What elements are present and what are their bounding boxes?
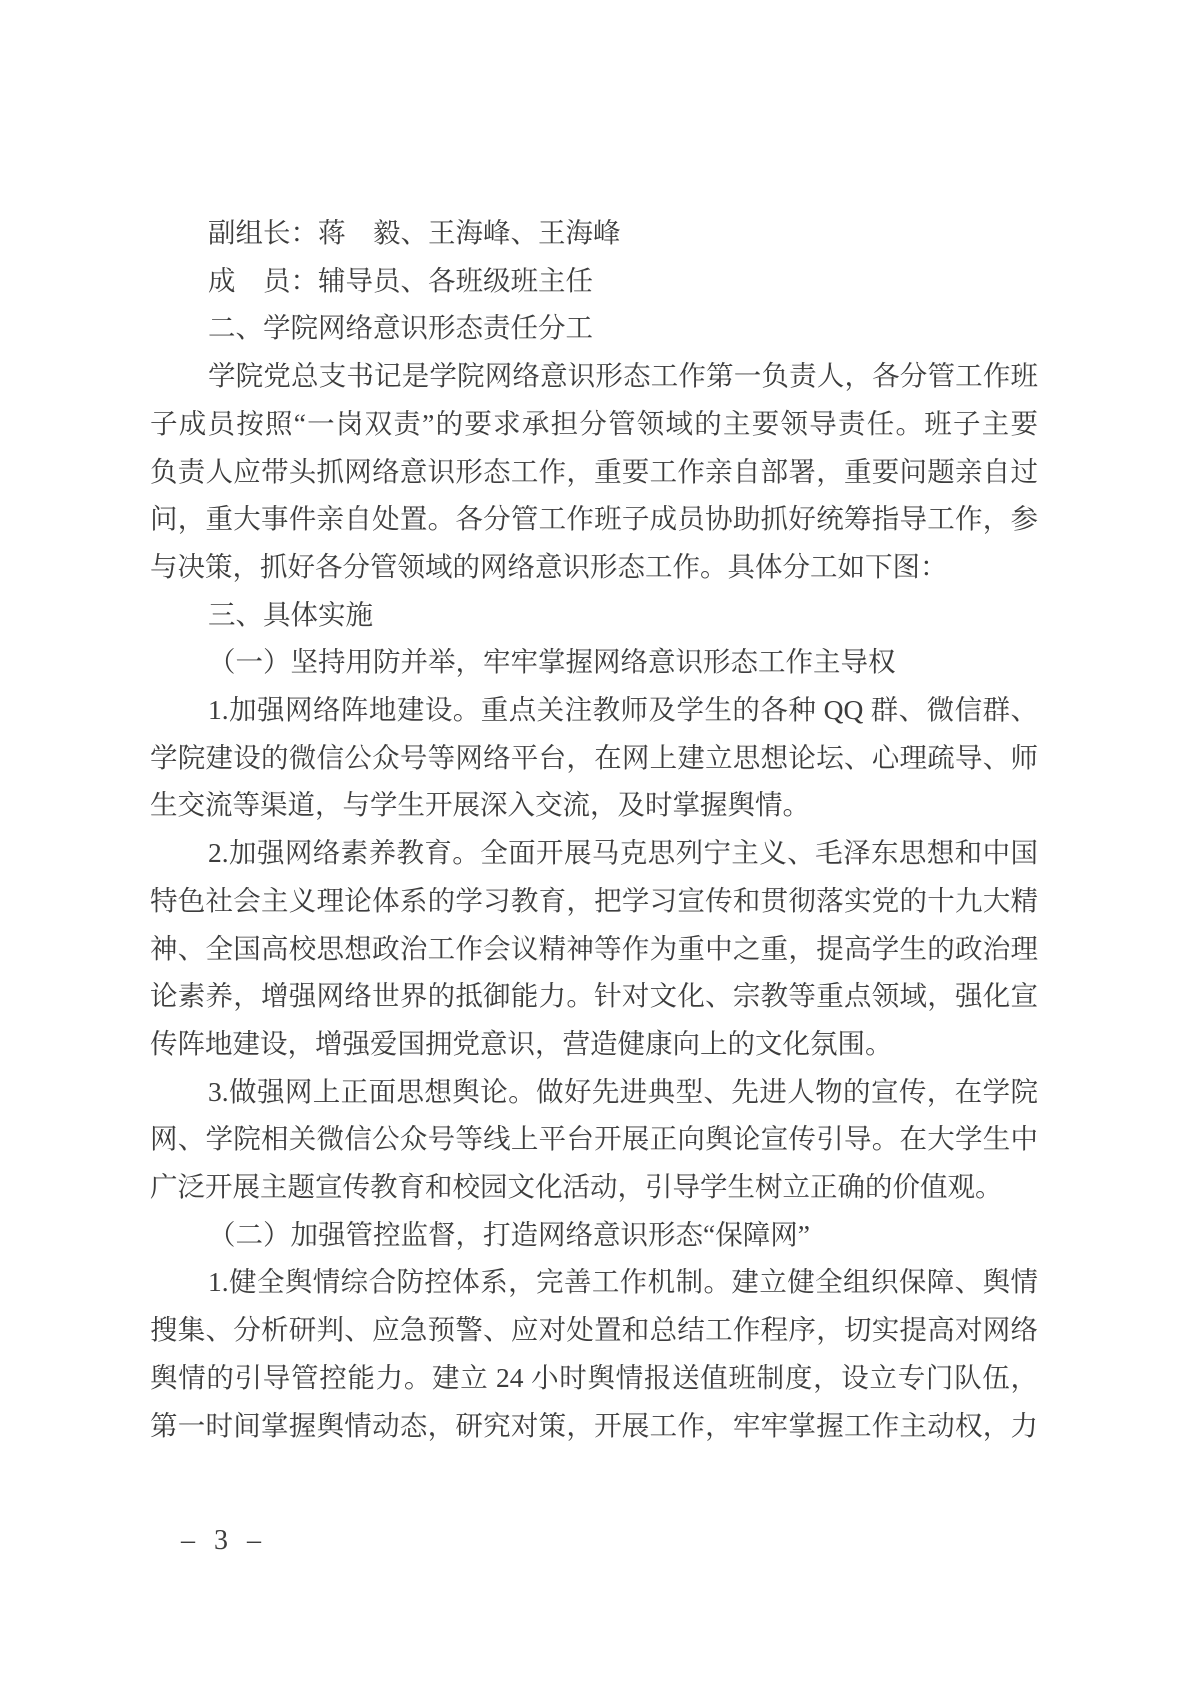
text-line-members: 成 员：辅导员、各班级班主任 xyxy=(208,264,593,296)
text-line: 特色社会主义理论体系的学习教育，把学习宣传和贯彻落实党的十九大精 xyxy=(150,884,1038,916)
text-line-deputy-leaders: 副组长：蒋 毅、王海峰、王海峰 xyxy=(208,217,621,248)
heading-subsection-1: （一）坚持用防并举，牢牢掌握网络意识形态工作主导权 xyxy=(208,646,896,678)
heading-subsection-2: （二）加强管控监督，打造网络意识形态“保障网” xyxy=(208,1218,810,1250)
page-number: – 3 – xyxy=(181,1525,261,1556)
text-line: 论素养，增强网络世界的抵御能力。针对文化、宗教等重点领域，强化宣 xyxy=(150,980,1038,1012)
text-line: 广泛开展主题宣传教育和校园文化活动，引导学生树立正确的价值观。 xyxy=(150,1171,1003,1203)
heading-section-2: 二、学院网络意识形态责任分工 xyxy=(208,312,593,344)
text-line: 网、学院相关微信公众号等线上平台开展正向舆论宣传引导。在大学生中 xyxy=(150,1123,1038,1155)
text-line: 与决策，抓好各分管领域的网络意识形态工作。具体分工如下图： xyxy=(150,550,948,582)
heading-section-3: 三、具体实施 xyxy=(208,598,373,630)
text-line: 3.做强网上正面思想舆论。做好先进典型、先进人物的宣传，在学院 xyxy=(208,1075,1038,1107)
text-line: 1.健全舆情综合防控体系，完善工作机制。建立健全组织保障、舆情 xyxy=(208,1266,1038,1298)
text-line: 传阵地建设，增强爱国拥党意识，营造健康向上的文化氛围。 xyxy=(150,1027,893,1059)
text-line: 神、全国高校思想政治工作会议精神等作为重中之重，提高学生的政治理 xyxy=(150,932,1038,964)
text-line: 舆情的引导管控能力。建立 24 小时舆情报送值班制度，设立专门队伍， xyxy=(150,1361,1038,1393)
text-line: 学院党总支书记是学院网络意识形态工作第一负责人，各分管工作班 xyxy=(208,360,1038,392)
text-line: 生交流等渠道，与学生开展深入交流，及时掌握舆情。 xyxy=(150,789,810,821)
text-line: 负责人应带头抓网络意识形态工作，重要工作亲自部署，重要问题亲自过 xyxy=(150,455,1038,487)
document-body xyxy=(150,209,1038,1449)
text-line: 学院建设的微信公众号等网络平台，在网上建立思想论坛、心理疏导、师 xyxy=(150,741,1038,773)
page-footer xyxy=(181,1517,261,1565)
text-line: 问，重大事件亲自处置。各分管工作班子成员协助抓好统筹指导工作，参 xyxy=(150,503,1038,535)
text-line: 第一时间掌握舆情动态，研究对策，开展工作，牢牢掌握工作主动权，力 xyxy=(150,1409,1038,1441)
text-line: 2.加强网络素养教育。全面开展马克思列宁主义、毛泽东思想和中国 xyxy=(208,837,1038,869)
text-line: 搜集、分析研判、应急预警、应对处置和总结工作程序，切实提高对网络 xyxy=(150,1314,1038,1346)
text-line: 1.加强网络阵地建设。重点关注教师及学生的各种 QQ 群、微信群、 xyxy=(208,694,1038,726)
text-line: 子成员按照“一岗双责”的要求承担分管领域的主要领导责任。班子主要 xyxy=(150,407,1038,439)
